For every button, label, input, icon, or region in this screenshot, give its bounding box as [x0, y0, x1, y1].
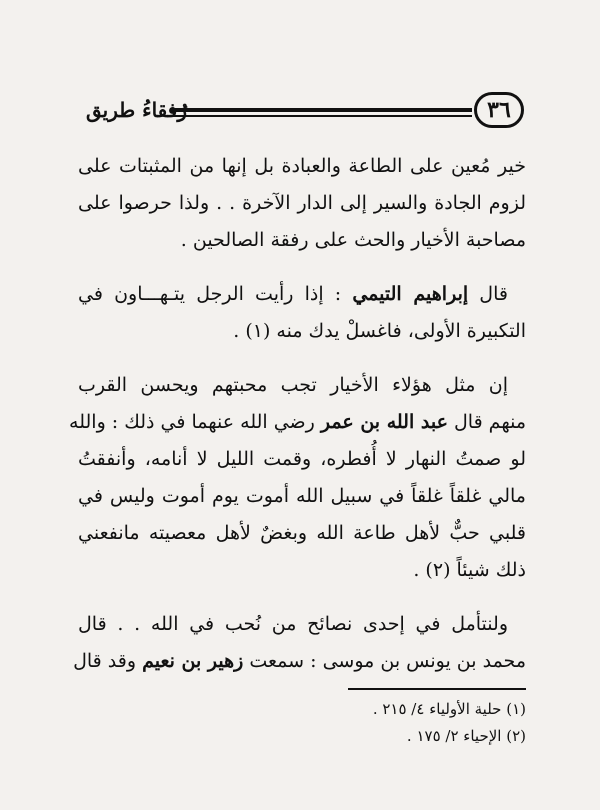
paragraph-1-line-3: مصاحبة الأخيار والحث على رفقة الصالحين . [180, 229, 526, 251]
paragraph-1-line-2: لزوم الجادة والسير إلى الدار الآخرة . . ولذا حرصوا على [78, 192, 526, 214]
said-word: قال [479, 283, 508, 305]
paragraph-4-line-1: ولنتأمل في إحدى نصائح من نُحب في الله . . قال [78, 613, 508, 635]
narrator-name: إبراهيم التيمي [352, 283, 469, 305]
paragraph-3-line-1: إن مثل هؤلاء الأخيار تجب محبتهم ويحسن القرب [78, 374, 508, 396]
body-text [69, 148, 526, 680]
paragraph-3-line-4: مالي غلقاً غلقاً في سبيل الله أموت يوم أموت وليس في [78, 485, 526, 507]
paragraph-2-line-1-rest: : إذا رأيت الرجل يتـهـــاون في [78, 283, 342, 305]
paragraph-3-line-2-prefix: منهم قال [453, 411, 526, 433]
paragraph-3-line-2 [69, 404, 526, 441]
paragraph-gap [78, 259, 526, 276]
page-number: ٣٦ [474, 92, 524, 128]
paragraph-gap [78, 589, 526, 606]
paragraph-3-line-6: ذلك شيئاً (٢) . [413, 559, 526, 581]
paragraph-3-line-5: قلبي حبٌّ لأهل طاعة الله وبغضٌ لأهل معصيته مانفعني [78, 522, 526, 544]
paragraph-4-line-2 [73, 643, 526, 680]
page-header [86, 92, 524, 132]
paragraph-1-line-1: خير مُعين على الطاعة والعبادة بل إنها من المثبتات على [78, 155, 526, 177]
footnote-2: (٢) الإحياء ٢/ ١٧٥ . [406, 727, 526, 745]
footnote-divider [348, 688, 526, 690]
paragraph-2-line-1 [78, 276, 526, 313]
narrator-name: عبد الله بن عمر [320, 411, 448, 433]
header-rule-thick [170, 108, 472, 112]
paragraph-3-line-2-rest: رضي الله عنهما في ذلك : والله [69, 411, 315, 433]
paragraph-2-line-2: التكبيرة الأولى، فاغسلْ يدك منه (١) . [233, 320, 526, 342]
footnotes [226, 696, 526, 750]
header-rule-thin [170, 115, 472, 117]
narrator-name: زهير بن نعيم [142, 650, 244, 672]
paragraph-3-line-3: لو صمتُ النهار لا أُفطره، وقمت الليل لا أنامه، وأنفقتُ [78, 448, 526, 470]
paragraph-gap [78, 350, 526, 367]
footnote-1: (١) حلية الأولياء ٤/ ٢١٥ . [372, 700, 526, 718]
paragraph-4-line-2-prefix: محمد بن يونس بن موسى : سمعت [249, 650, 526, 672]
paragraph-4-line-2-rest: وقد قال [73, 650, 137, 672]
book-title: رُفقاءُ طريق [86, 98, 187, 122]
